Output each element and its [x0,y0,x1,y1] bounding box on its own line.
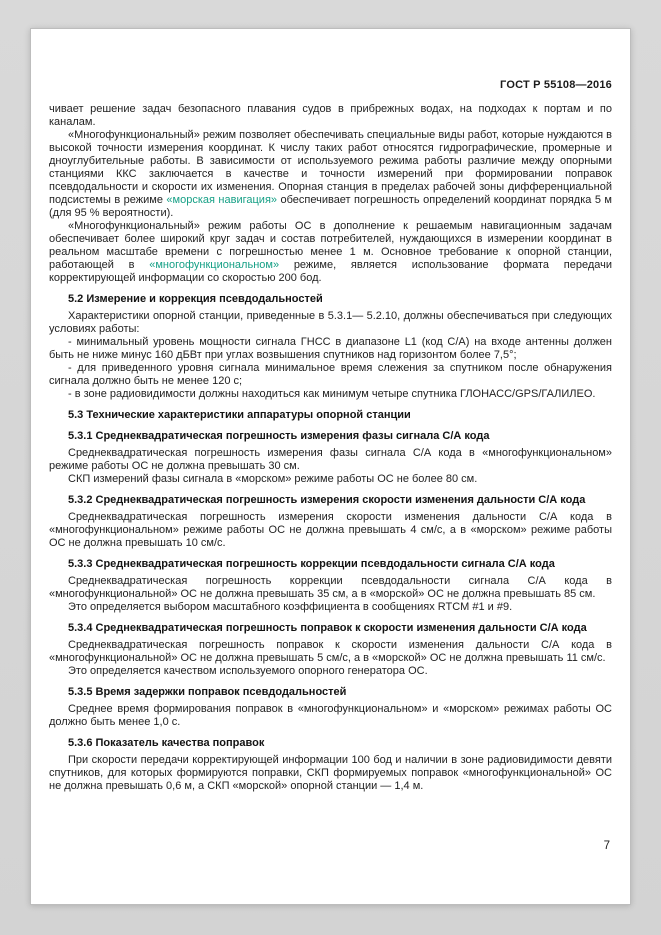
text-run: «Многофункциональный» режим позволяет обеспечивать специальные виды работ, которые нуждаются в высокой точности измерения координат. К числу таких работ относятся гидрографические, промерные и дноуглубительные работы. В зависимости от используемого режима работы различие между опорными станциями ККС заключается в качестве и точности измерений при формировании поправок псевдодальности и скорости их изменения. Опорная станция в пределах рабочей зоны дифференциальной подсистемы в режиме [49,129,612,206]
section-heading: 5.2 Измерение и коррекция псевдодальностей [68,293,323,305]
paragraph: Это определяется качеством используемого опорного генератора ОС. [68,665,428,677]
text-run: режиме, является использование формата передачи корректирующей информации со скоростью 200 бод. [49,259,613,284]
paragraph: чивает решение задач безопасного плавания судов в прибрежных водах, на подходах к портам и по каналам. [49,103,612,128]
paragraph: Среднее время формирования поправок в «многофункциональном» и «морском» режимах работы ОС должно быть менее 1,0 с. [49,703,612,728]
section-heading: 5.3 Технические характеристики аппаратуры опорной станции [68,409,411,421]
list-item: - в зоне радиовидимости должны находиться как минимум четыре спутника ГЛОНАСС/GPS/ГАЛИЛЕО. [68,388,596,400]
paragraph: При скорости передачи корректирующей информации 100 бод и наличии в зоне радиовидимости девяти спутников, для которых формируются поправки, СКП формируемых поправок «многофункциональной» ОС не должна превышать 0,6 м, а СКП «морской» опорной станции — 1,4 м. [49,754,612,792]
section-heading: 5.3.2 Среднеквадратическая погрешность измерения скорости изменения дальности С/А кода [68,494,586,506]
list-item: - для приведенного уровня сигнала минимальное время слежения за спутником после обнаружения сигнала должно быть не менее 120 с; [49,362,612,387]
page-number: 7 [603,840,610,852]
paragraph: Среднеквадратическая погрешность коррекции псевдодальности сигнала С/А кода в «многофункциональной» ОС не должна превышать 35 см, а в «морской» ОС не должна превышать 85 см. [49,575,612,600]
text-run: обеспечивает погрешность определений координат порядка 5 м (для 95 % вероятности). [49,194,612,219]
paragraph: Среднеквадратическая погрешность поправок к скорости изменения дальности С/А кода в «многофункциональной» ОС не должна превышать 5 см/с, а в «морской» ОС не должна превышать 11 см/с. [49,639,612,664]
document-page [30,28,631,905]
section-heading: 5.3.3 Среднеквадратическая погрешность коррекции псевдодальности сигнала С/А кода [68,558,555,570]
section-heading: 5.3.5 Время задержки поправок псевдодальностей [68,686,347,698]
section-heading: 5.3.4 Среднеквадратическая погрешность поправок к скорости изменения дальности С/А кода [68,622,587,634]
paragraph [49,129,612,220]
paragraph: СКП измерений фазы сигнала в «морском» режиме работы ОС не более 80 см. [68,473,478,485]
list-item: - минимальный уровень мощности сигнала ГНСС в диапазоне L1 (код С/А) на входе антенны должен быть не ниже минус 160 дБВт при углах возвышения спутников над горизонтом более 7,5°; [49,336,612,361]
paragraph: Характеристики опорной станции, приведенные в 5.3.1— 5.2.10, должны обеспечиваться при следующих условиях работы: [49,310,612,335]
doc-code-header: ГОСТ Р 55108—2016 [500,79,612,91]
paragraph: Это определяется выбором масштабного коэффициента в сообщениях RTCM #1 и #9. [68,601,513,613]
section-heading: 5.3.1 Среднеквадратическая погрешность измерения фазы сигнала С/А кода [68,430,490,442]
highlighted-text: «многофункциональном» [149,259,280,271]
section-heading: 5.3.6 Показатель качества поправок [68,737,265,749]
paragraph: Среднеквадратическая погрешность измерения фазы сигнала С/А кода в «многофункциональном» режиме работы ОС не должна превышать 30 см. [49,447,612,472]
highlighted-text: «морская навигация» [166,194,278,206]
text-run: «Многофункциональный» режим работы ОС в дополнение к решаемым навигационным задачам обеспечивает более широкий круг задач и состав потребителей, нуждающихся в измерении координат в реальном масштабе времени с погрешностью менее 1 м. Основное требование к опорной станции, работающей в [49,220,612,271]
paragraph [49,220,612,285]
paragraph: Среднеквадратическая погрешность измерения скорости изменения дальности С/А кода в «многофункциональном» режиме работы ОС не должна превышать 4 см/с, а в «морском» режиме работы ОС не должна превышать 10 см/с. [49,511,612,549]
